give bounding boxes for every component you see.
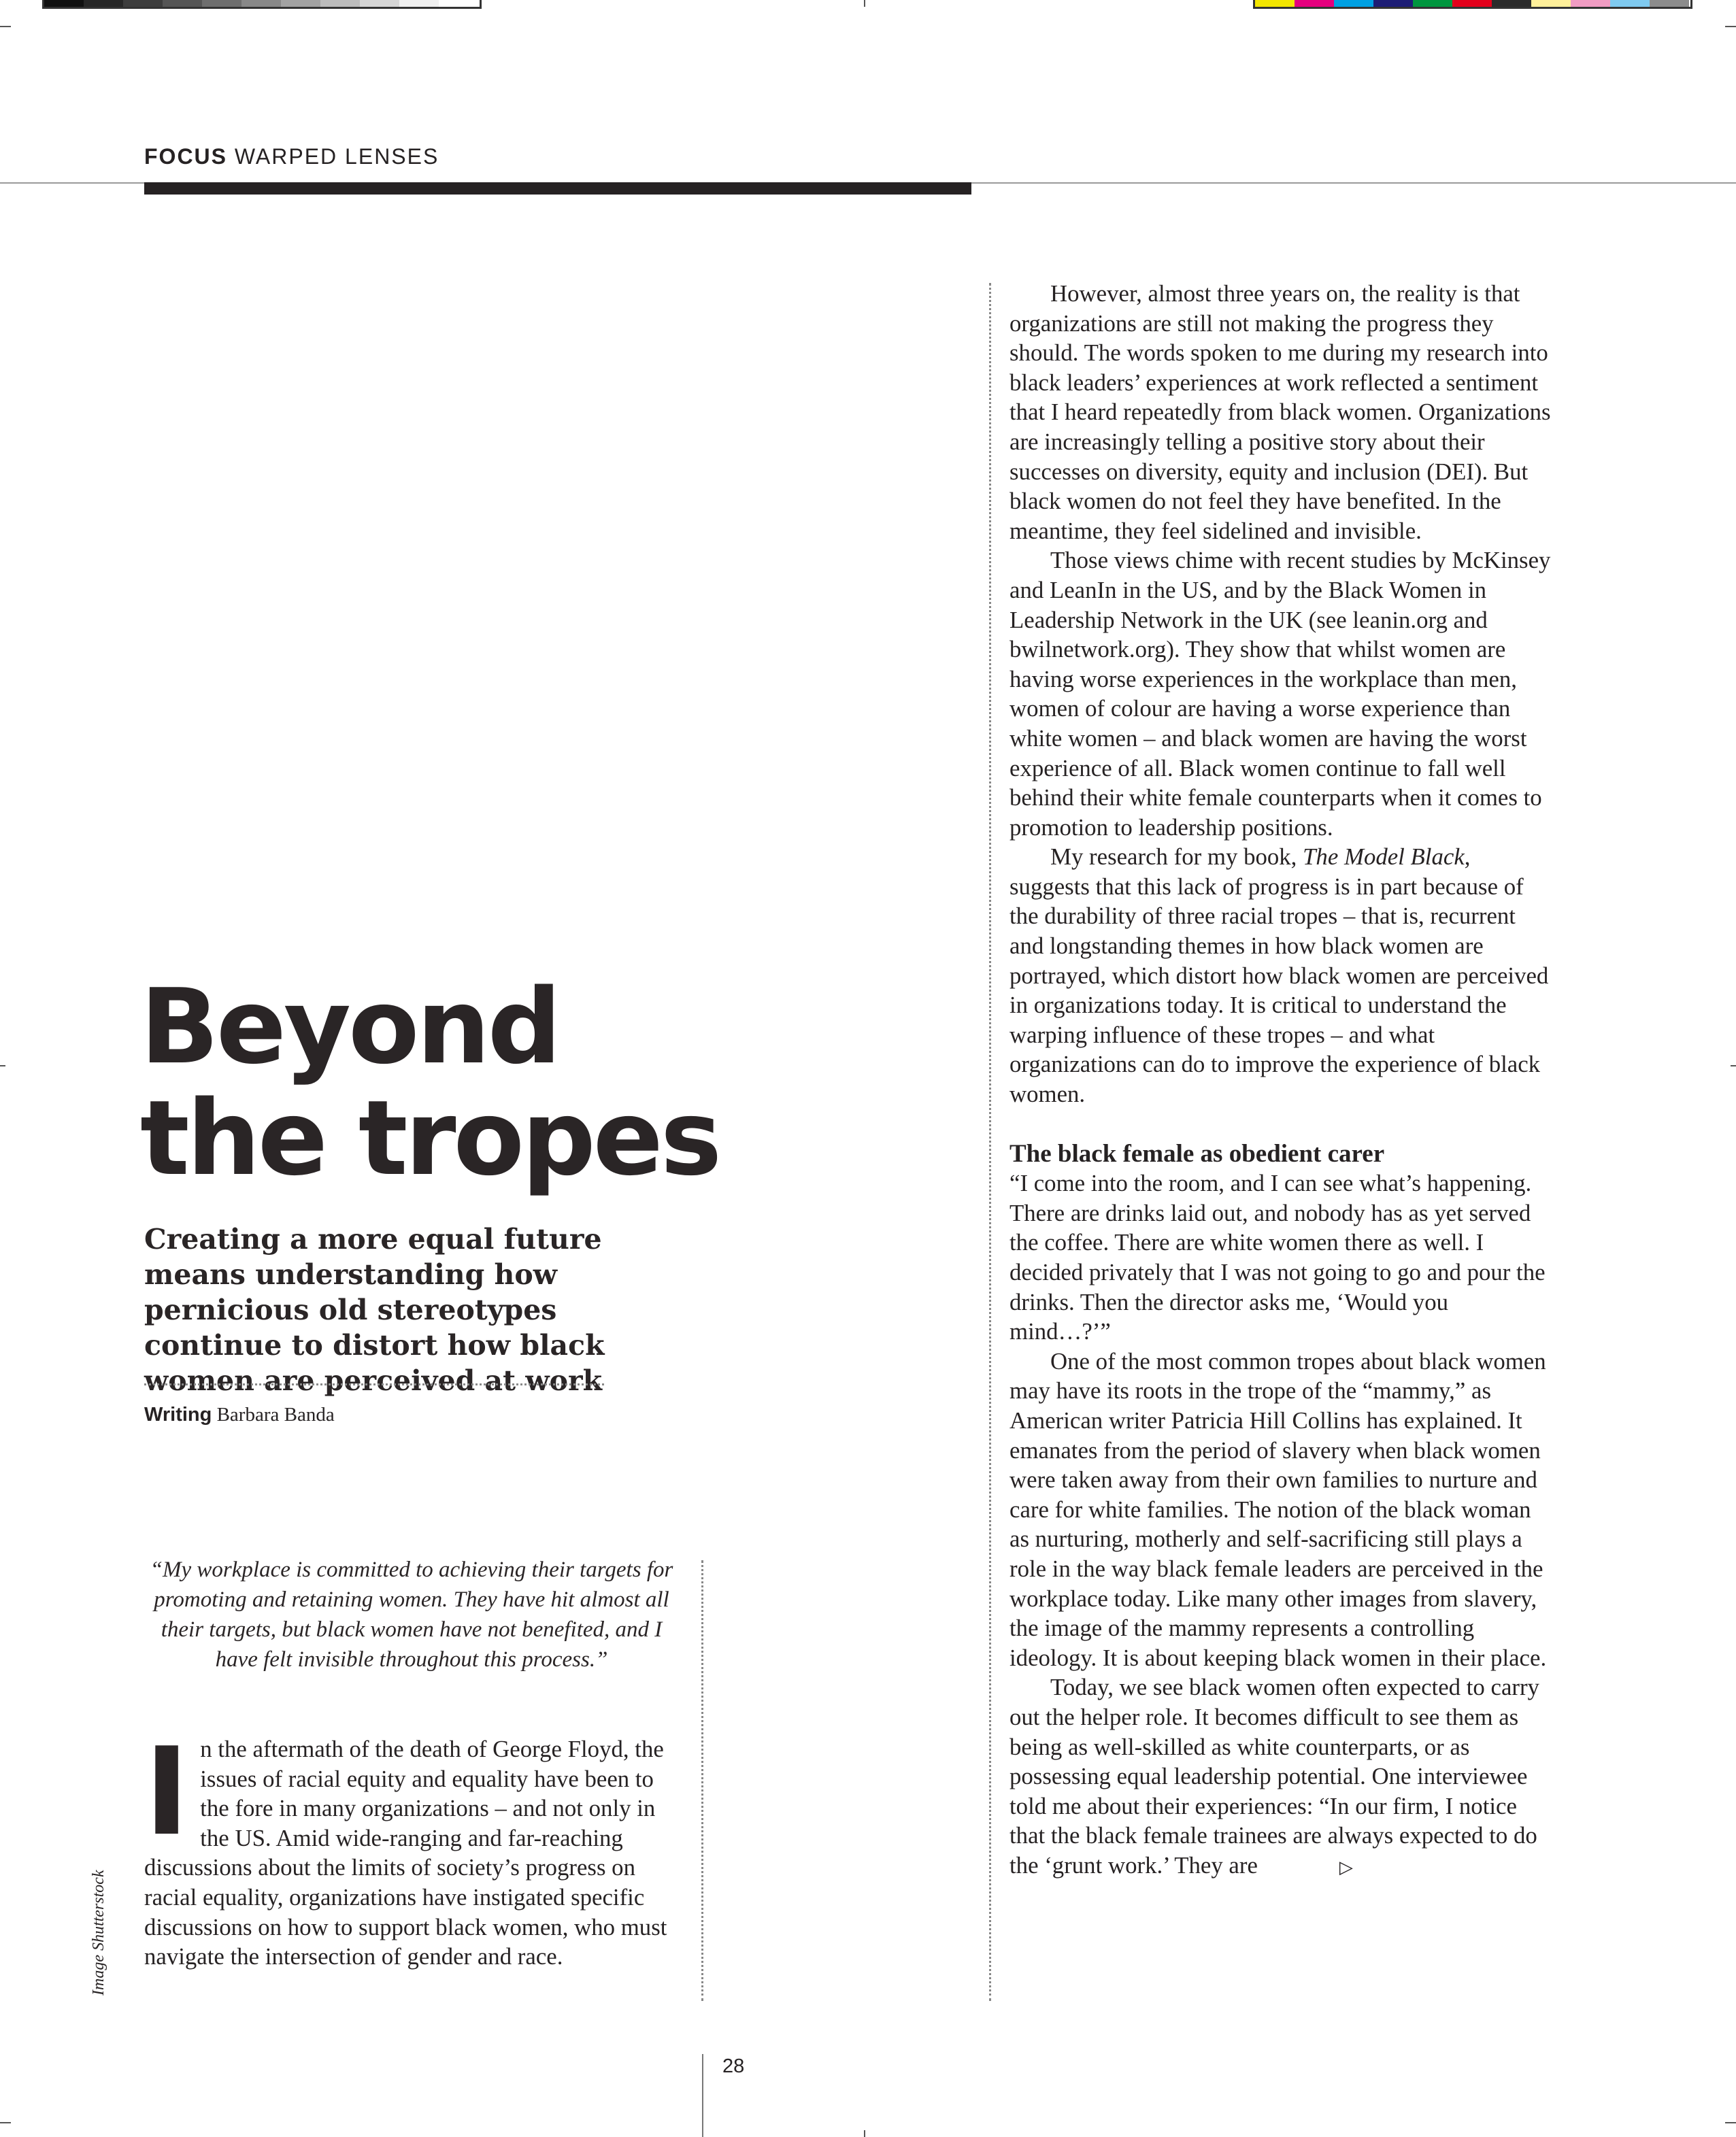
crop-mark <box>1725 2122 1736 2123</box>
byline-label: Writing <box>144 1404 212 1426</box>
calibration-swatch <box>241 0 281 7</box>
calibration-swatch <box>399 0 439 7</box>
calibration-swatch <box>1373 0 1413 7</box>
calibration-swatch <box>1531 0 1571 7</box>
paragraph <box>1009 842 1554 1109</box>
intro-column <box>144 1721 682 1972</box>
calibration-swatch <box>281 0 320 7</box>
continue-arrow-icon: ▷ <box>1339 1857 1353 1877</box>
headline-line-1: Beyond <box>140 966 559 1087</box>
drop-cap: I <box>144 1721 190 1862</box>
main-column <box>1009 279 1554 1882</box>
crop-mark <box>1725 26 1736 27</box>
folio-rule <box>702 2054 703 2137</box>
headline <box>140 966 752 1198</box>
paragraph: However, almost three years on, the reality is that organizations are still not making the progress they should. The words spoken to me during my research into black leaders’ experiences at work reflected a sentiment that I heard repeatedly from black women. Organizations are increasingly telling a positive story about their successes on diversity, equity and inclusion (DEI). But black women do not feel they have benefited. In the meantime, they feel sidelined and invisible. <box>1009 280 1551 544</box>
header-accent-rule <box>144 182 971 195</box>
crop-mark <box>1731 1065 1736 1066</box>
intro-paragraph: n the aftermath of the death of George Floyd, the issues of racial equity and equality have been to the fore in many organizations – and not only in the US. Amid wide-ranging and far-reaching discussions about the limits of society’s progress on racial equality, organizations have instigated specific discussions on how to support black women, who must navigate the intersection of gender and race. <box>144 1736 667 1970</box>
calibration-swatch <box>1610 0 1650 7</box>
page-number: 28 <box>722 2055 745 2077</box>
crop-mark <box>0 2122 11 2123</box>
calibration-swatch <box>1650 0 1689 7</box>
crop-mark <box>0 1065 5 1066</box>
paragraph-text: , suggests that this lack of progress is in part because of the durability of three racial tropes – that is, recurrent and longstanding themes in how black women are portrayed, which distort how black women are perceived in organizations today. It is critical to understand the warping influence of these tropes – and what organizations can do to improve the experience of black women. <box>1009 843 1549 1108</box>
paragraph: “I come into the room, and I can see what’s happening. There are drinks laid out, and nobody has as yet served the coffee. There are white women there as well. I decided privately that I was not going to go and pour the drinks. Then the director asks me, ‘Would you mind…?’” <box>1009 1170 1546 1345</box>
calibration-swatch <box>1413 0 1452 7</box>
calibration-swatch <box>84 0 123 7</box>
byline <box>144 1404 335 1426</box>
calibration-swatch <box>1334 0 1373 7</box>
column-divider <box>701 1560 703 2001</box>
calibration-swatch <box>1571 0 1610 7</box>
author-name: Barbara Banda <box>216 1404 335 1426</box>
calibration-swatch <box>1492 0 1531 7</box>
crop-mark <box>864 2130 865 2137</box>
calibration-swatch <box>163 0 202 7</box>
paragraph <box>1009 1672 1554 1882</box>
section-name: FOCUS <box>144 144 227 169</box>
calibration-swatch <box>320 0 360 7</box>
paragraph: Those views chime with recent studies by McKinsey and LeanIn in the US, and by the Black Women in Leadership Network in the UK (see leanin.org and bwilnetwork.org). They show that whilst women are having worse experiences in the workplace than men, women of colour are having a worse experience than white women – and black women are having the worst experience of all. Black women continue to fall well behind their white female counterparts when it comes to promotion to leadership positions. <box>1009 547 1551 841</box>
image-credit: Image Shutterstock <box>90 1870 107 1996</box>
calibration-swatch <box>202 0 241 7</box>
calibration-swatch <box>44 0 84 7</box>
book-title: The Model Black <box>1303 843 1465 871</box>
standfirst: Creating a more equal future means understanding how pernicious old stereotypes continue to distort how black women are perceived at work <box>144 1223 605 1397</box>
calibration-swatch <box>1452 0 1492 7</box>
paragraph-text: Today, we see black women often expected to carry out the helper role. It becomes difficult to see them as being as well-skilled as white counterparts, or as possessing equal leadership potential. One interviewee told me about their experiences: “In our firm, I notice that the black female trainees are always expected to do the ‘grunt work.’ They are <box>1009 1674 1539 1879</box>
gray-calibration-bar <box>42 0 482 9</box>
subsection-name: WARPED LENSES <box>234 144 439 169</box>
headline-line-2: the tropes <box>140 1078 720 1198</box>
calibration-swatch <box>360 0 399 7</box>
column-divider <box>989 283 991 2001</box>
pull-quote: “My workplace is committed to achieving their targets for promoting and retaining women. They have hit almost all their targets, but black women have not benefited, and I have felt invisible throughout this process.” <box>150 1558 673 1672</box>
paragraph-text: My research for my book, <box>1050 843 1303 871</box>
section-label <box>144 144 439 169</box>
crop-mark <box>0 26 11 27</box>
paragraph: One of the most common tropes about black women may have its roots in the trope of the “mammy,” as American writer Patricia Hill Collins has explained. It emanates from the period of slavery when black women were taken away from their own families to nurture and care for white families. The notion of the black woman as nurturing, motherly and self-sacrificing still plays a role in the way black female leaders are perceived in the workplace today. Like many other images from slavery, the image of the mammy represents a controlling ideology. It is about keeping black women in their place. <box>1009 1347 1547 1671</box>
subheading: The black female as obedient carer <box>1009 1139 1385 1168</box>
calibration-swatch <box>1295 0 1334 7</box>
calibration-swatch <box>123 0 163 7</box>
calibration-swatch <box>1255 0 1295 7</box>
color-calibration-bar <box>1253 0 1692 9</box>
byline-divider <box>144 1383 604 1385</box>
crop-mark <box>864 0 865 7</box>
